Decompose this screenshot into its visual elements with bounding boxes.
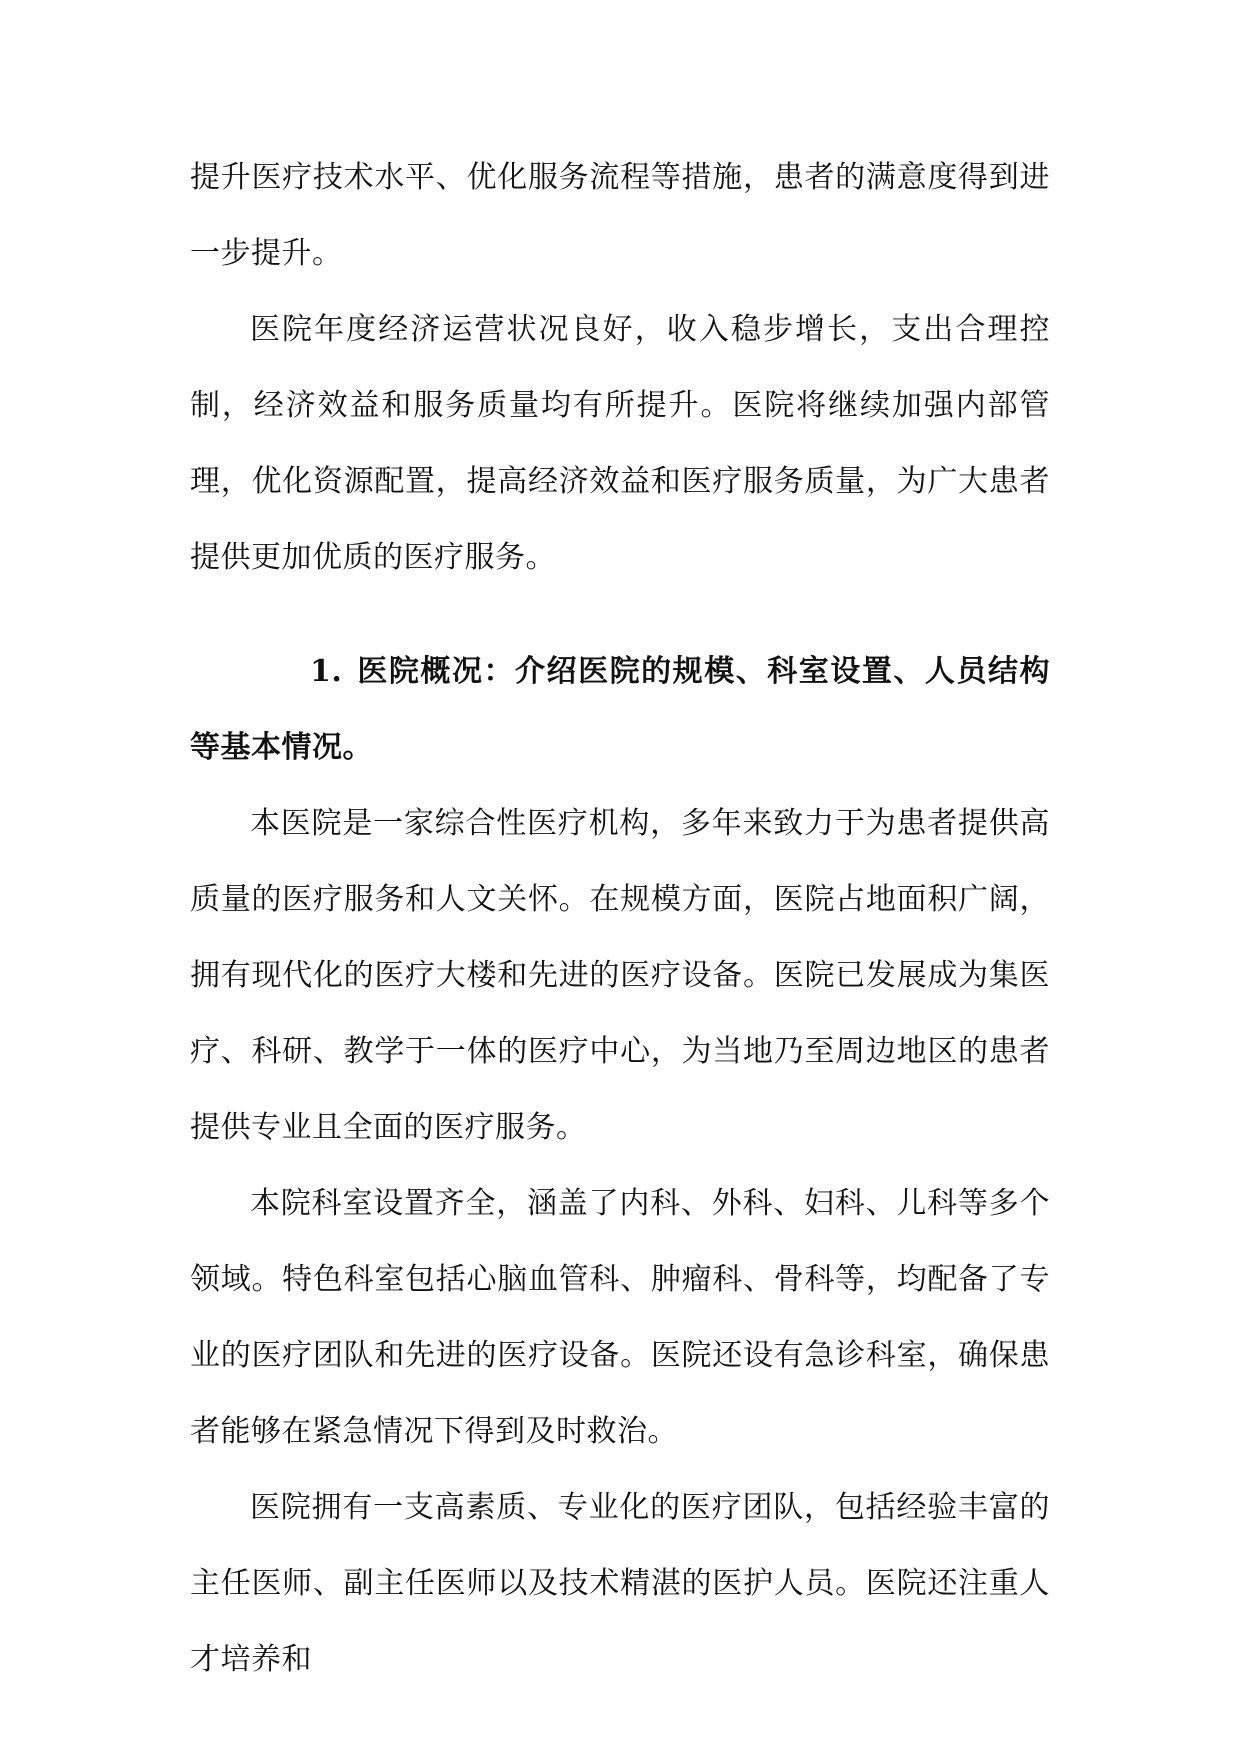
- paragraph-medical-team: 医院拥有一支高素质、专业化的医疗团队，包括经验丰富的主任医师、副主任医师以及技术精湛的医护人员。医院还注重人才培养和: [190, 1490, 1050, 1677]
- paragraph-departments: 本院科室设置齐全，涵盖了内科、外科、妇科、儿科等多个领域。特色科室包括心脑血管科、肿瘤科、骨科等，均配备了专业的医疗团队和先进的医疗设备。医院还设有急诊科室，确保患者能够在紧急情况下得到及时救治。: [190, 1186, 1050, 1449]
- document-body: [190, 140, 1050, 1698]
- paragraph-satisfaction: 提升医疗技术水平、优化服务流程等措施，患者的满意度得到进一步提升。: [190, 160, 1050, 271]
- heading-number: 1.: [310, 654, 343, 689]
- heading-text: 医院概况：介绍医院的规模、科室设置、人员结构等基本情况。: [190, 654, 1050, 765]
- section-heading-hospital-overview: [190, 634, 1050, 786]
- paragraph-hospital-scale: 本医院是一家综合性医疗机构，多年来致力于为患者提供高质量的医疗服务和人文关怀。在规模方面，医院占地面积广阔，拥有现代化的医疗大楼和先进的医疗设备。医院已发展成为集医疗、科研、教学于一体的医疗中心，为当地乃至周边地区的患者提供专业且全面的医疗服务。: [190, 806, 1050, 1145]
- paragraph-economic-status: 医院年度经济运营状况良好，收入稳步增长，支出合理控制，经济效益和服务质量均有所提升。医院将继续加强内部管理，优化资源配置，提高经济效益和医疗服务质量，为广大患者提供更加优质的医疗服务。: [190, 312, 1050, 575]
